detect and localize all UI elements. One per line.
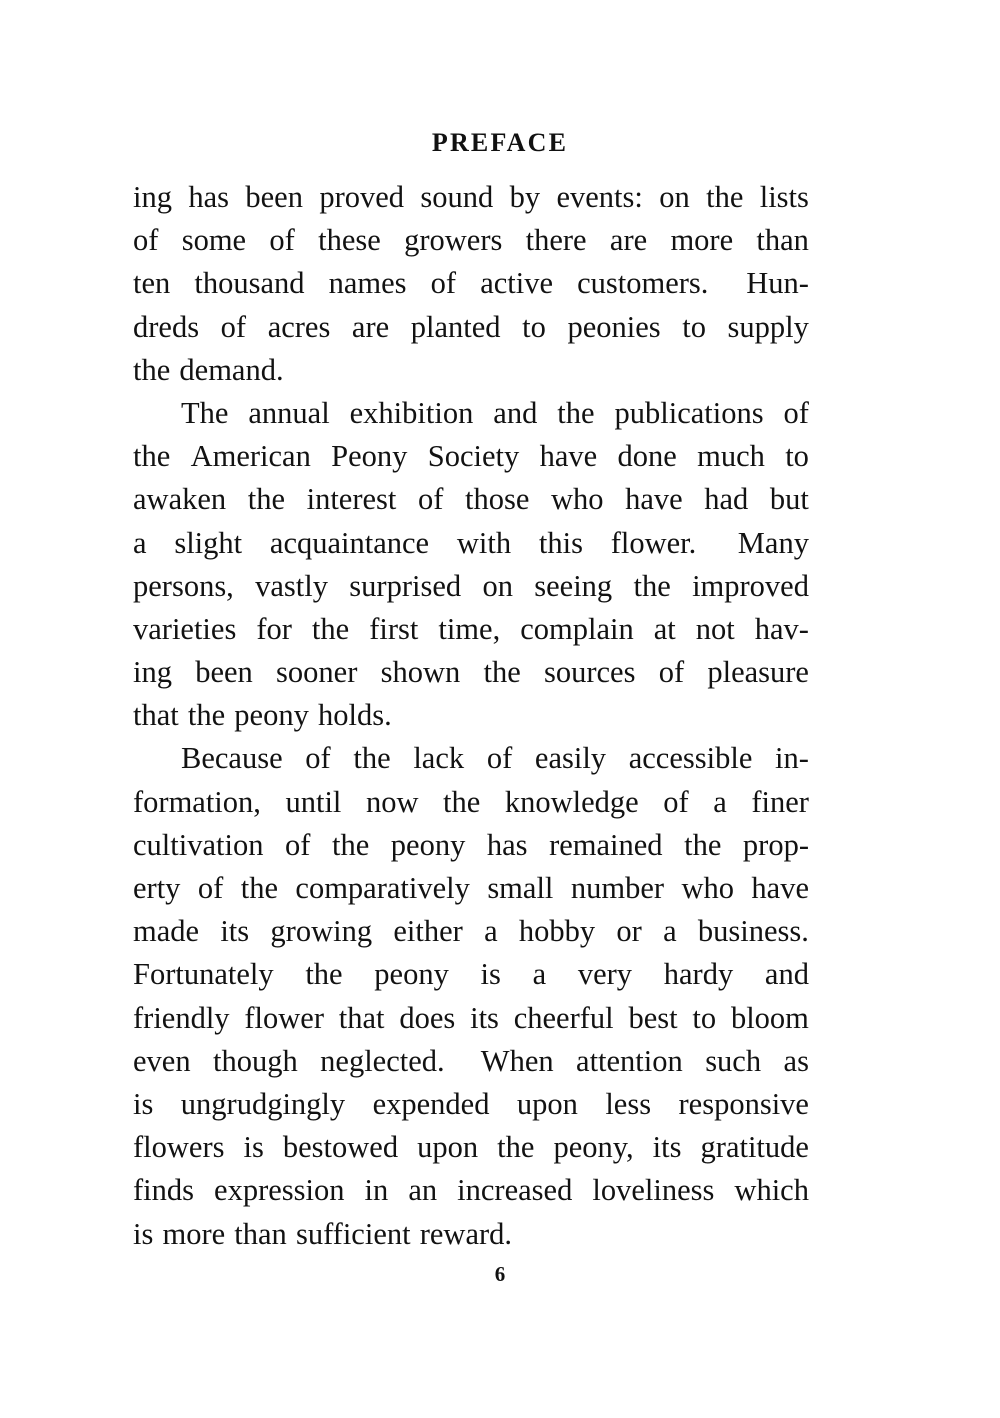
word: improved — [692, 568, 809, 603]
word: been — [195, 655, 253, 690]
word: the — [311, 611, 350, 646]
word: much — [697, 439, 765, 474]
word: surprised — [349, 568, 462, 603]
word: and — [764, 957, 809, 992]
word: erty — [133, 871, 181, 905]
word: at — [653, 611, 676, 646]
word: sources — [543, 655, 636, 690]
word: than — [756, 223, 809, 258]
word: its — [220, 914, 250, 949]
word: bestowed — [282, 1130, 399, 1165]
word: the — [133, 352, 171, 387]
word: of — [269, 223, 295, 258]
word: business. — [697, 914, 809, 949]
word: gratitude — [700, 1130, 809, 1165]
word: to — [522, 309, 546, 344]
word: ing — [133, 180, 172, 214]
word: dreds — [133, 309, 200, 344]
word: the — [483, 655, 521, 690]
word: growers — [404, 223, 503, 258]
word: the — [187, 698, 226, 733]
word: on — [659, 180, 690, 214]
word: as — [783, 1043, 809, 1078]
page-number: 6 — [494, 1262, 506, 1286]
word: pleasure — [707, 655, 809, 690]
word: in — [364, 1173, 389, 1208]
word: is — [243, 1130, 264, 1165]
word: the — [633, 568, 671, 603]
text-line — [133, 867, 809, 910]
text-line — [133, 651, 809, 694]
word: Because — [181, 741, 283, 776]
word: interest — [306, 482, 397, 517]
word: proved — [319, 180, 405, 214]
word: has — [188, 180, 230, 214]
word: that — [133, 698, 179, 733]
word: of — [430, 266, 457, 301]
word: a — [484, 914, 498, 949]
word: to — [682, 309, 706, 344]
word: the — [247, 482, 285, 517]
word: reward. — [419, 1216, 513, 1251]
word: exhibition — [349, 395, 474, 430]
word: is — [480, 957, 501, 992]
word: annual — [248, 395, 330, 430]
word: of — [285, 827, 311, 862]
word: ungrudgingly — [180, 1086, 346, 1121]
word: cheerful — [513, 1000, 614, 1035]
word: persons, — [133, 568, 234, 603]
word: its — [652, 1130, 682, 1165]
word: have — [625, 482, 683, 517]
word: the — [240, 871, 278, 905]
body-text — [133, 176, 809, 1256]
text-line — [133, 522, 809, 565]
word: the — [557, 395, 595, 430]
word: sufficient — [295, 1216, 411, 1251]
word: more — [670, 223, 734, 258]
word: of — [663, 784, 689, 819]
word: shown — [380, 655, 461, 690]
word: in- — [775, 741, 809, 776]
word: upon — [417, 1130, 479, 1165]
paragraph — [133, 176, 809, 392]
word: a — [713, 784, 727, 819]
word: which — [734, 1173, 809, 1208]
word: sound — [420, 180, 494, 214]
word: is — [133, 1086, 154, 1121]
word: seeing — [534, 568, 613, 603]
word: slight — [174, 525, 243, 560]
word: of — [305, 741, 331, 776]
word: very — [577, 957, 633, 992]
word: not — [695, 611, 735, 646]
running-head: PREFACE — [431, 128, 569, 157]
word: hav- — [754, 611, 809, 646]
word: peony — [234, 698, 309, 733]
text-line — [133, 824, 809, 867]
word: a — [532, 957, 547, 992]
word: peony — [374, 957, 449, 992]
text-line — [133, 176, 809, 219]
word: of — [658, 655, 685, 690]
word: the — [684, 827, 722, 862]
text-line — [133, 997, 809, 1040]
paragraph — [133, 737, 809, 1255]
text-line — [133, 1126, 809, 1169]
word: lists — [759, 180, 809, 214]
word: awaken — [133, 482, 227, 517]
word: names — [328, 266, 407, 301]
word: acres — [267, 309, 331, 344]
word: easily — [534, 741, 607, 776]
word: finds — [133, 1173, 194, 1208]
word: and — [493, 395, 538, 430]
word: an — [408, 1173, 438, 1208]
paragraph — [133, 392, 809, 738]
word: until — [285, 784, 342, 819]
word: small — [487, 871, 554, 905]
word: attention — [576, 1043, 683, 1078]
word: is — [133, 1216, 154, 1251]
word: upon — [516, 1086, 578, 1121]
word: peony, — [553, 1130, 634, 1165]
word: bloom — [730, 1000, 809, 1035]
word: cultivation — [133, 827, 264, 862]
word: of — [417, 482, 444, 517]
word: friendly — [133, 1000, 230, 1035]
text-line — [133, 608, 809, 651]
word: neglected. — [320, 1043, 445, 1078]
word: the — [133, 439, 171, 474]
text-line — [133, 910, 809, 953]
word: there — [525, 223, 587, 258]
word: Society — [427, 439, 520, 474]
text-line — [133, 478, 809, 521]
word: formation, — [133, 784, 261, 819]
word: active — [480, 266, 553, 301]
word: of — [783, 395, 809, 430]
word: Many — [737, 525, 809, 560]
word: of — [133, 223, 159, 258]
text-line — [133, 694, 809, 737]
word: supply — [727, 309, 809, 344]
word: best — [628, 1000, 678, 1035]
word: are — [351, 309, 390, 344]
word: acquaintance — [269, 525, 430, 560]
word: have — [539, 439, 598, 474]
word: now — [365, 784, 419, 819]
word: accessible — [628, 741, 753, 776]
word: sooner — [276, 655, 358, 690]
word: its — [470, 1000, 499, 1035]
word: peony — [390, 827, 466, 862]
word: done — [617, 439, 677, 474]
text-line — [133, 565, 809, 608]
word: loveliness — [592, 1173, 715, 1208]
word: by — [509, 180, 541, 214]
word: publications — [614, 395, 764, 430]
word: who — [550, 482, 604, 517]
word: events: — [556, 180, 643, 214]
word: the — [305, 957, 343, 992]
word: expression — [214, 1173, 345, 1208]
word: varieties — [133, 611, 237, 646]
word: been — [245, 180, 303, 214]
word: these — [318, 223, 381, 258]
word: time, — [438, 611, 501, 646]
word: planted — [410, 309, 501, 344]
word: though — [213, 1043, 298, 1078]
text-line — [133, 737, 809, 780]
word: flower — [244, 1000, 324, 1035]
word: to — [785, 439, 809, 474]
word: or — [616, 914, 642, 949]
word: of — [486, 741, 513, 776]
word: first — [369, 611, 419, 646]
word: are — [609, 223, 648, 258]
word: growing — [270, 914, 373, 949]
word: that — [338, 1000, 385, 1035]
word: even — [133, 1043, 191, 1078]
text-line — [133, 392, 809, 435]
word: to — [692, 1000, 717, 1035]
word: who — [681, 871, 734, 905]
word: responsive — [678, 1086, 809, 1121]
word: for — [256, 611, 292, 646]
word: those — [464, 482, 530, 517]
word: Hun- — [746, 266, 809, 301]
word: When — [480, 1043, 554, 1078]
word: Peony — [331, 439, 408, 474]
word: has — [486, 827, 528, 862]
word: made — [133, 914, 200, 949]
text-line — [133, 1083, 809, 1126]
word: either — [393, 914, 463, 949]
word: this — [538, 525, 583, 560]
word: remained — [549, 827, 663, 862]
word: have — [751, 871, 809, 905]
text-line — [133, 435, 809, 478]
word: vastly — [255, 568, 328, 603]
text-line — [133, 219, 809, 262]
word: American — [190, 439, 311, 474]
word: number — [570, 871, 665, 905]
word: does — [399, 1000, 456, 1035]
text-line — [133, 1213, 809, 1256]
word: comparatively — [295, 871, 470, 905]
word: expended — [372, 1086, 490, 1121]
word: of — [220, 309, 247, 344]
word: such — [705, 1043, 762, 1078]
word: peonies — [567, 309, 661, 344]
word: the — [706, 180, 744, 214]
word: finer — [751, 784, 809, 819]
word: prop- — [742, 827, 809, 862]
text-line — [133, 306, 809, 349]
word: The — [181, 395, 229, 430]
text-line — [133, 349, 809, 392]
word: flower. — [610, 525, 697, 560]
word: lack — [413, 741, 465, 776]
word: ten — [133, 266, 171, 301]
word: than — [234, 1216, 287, 1251]
word: holds. — [317, 698, 392, 733]
word: flowers — [133, 1130, 225, 1165]
word: of — [197, 871, 224, 905]
word: demand. — [179, 352, 284, 387]
word: thousand — [194, 266, 305, 301]
word: with — [456, 525, 512, 560]
word: but — [769, 482, 809, 517]
word: increased — [457, 1173, 573, 1208]
word: the — [331, 827, 370, 862]
word: a — [133, 525, 147, 560]
word: ing — [133, 655, 172, 690]
word: Fortunately — [133, 957, 274, 992]
word: the — [443, 784, 481, 819]
text-line — [133, 1040, 809, 1083]
word: complain — [520, 611, 634, 646]
word: hobby — [518, 914, 596, 949]
text-line — [133, 953, 809, 996]
word: knowledge — [504, 784, 639, 819]
word: the — [497, 1130, 535, 1165]
text-line — [133, 1169, 809, 1212]
word: had — [704, 482, 749, 517]
word: some — [181, 223, 247, 258]
word: customers. — [577, 266, 709, 301]
text-line — [133, 262, 809, 305]
word: on — [482, 568, 513, 603]
word: less — [605, 1086, 652, 1121]
word: the — [353, 741, 391, 776]
word: a — [663, 914, 677, 949]
word: more — [162, 1216, 226, 1251]
word: hardy — [663, 957, 734, 992]
text-line — [133, 781, 809, 824]
